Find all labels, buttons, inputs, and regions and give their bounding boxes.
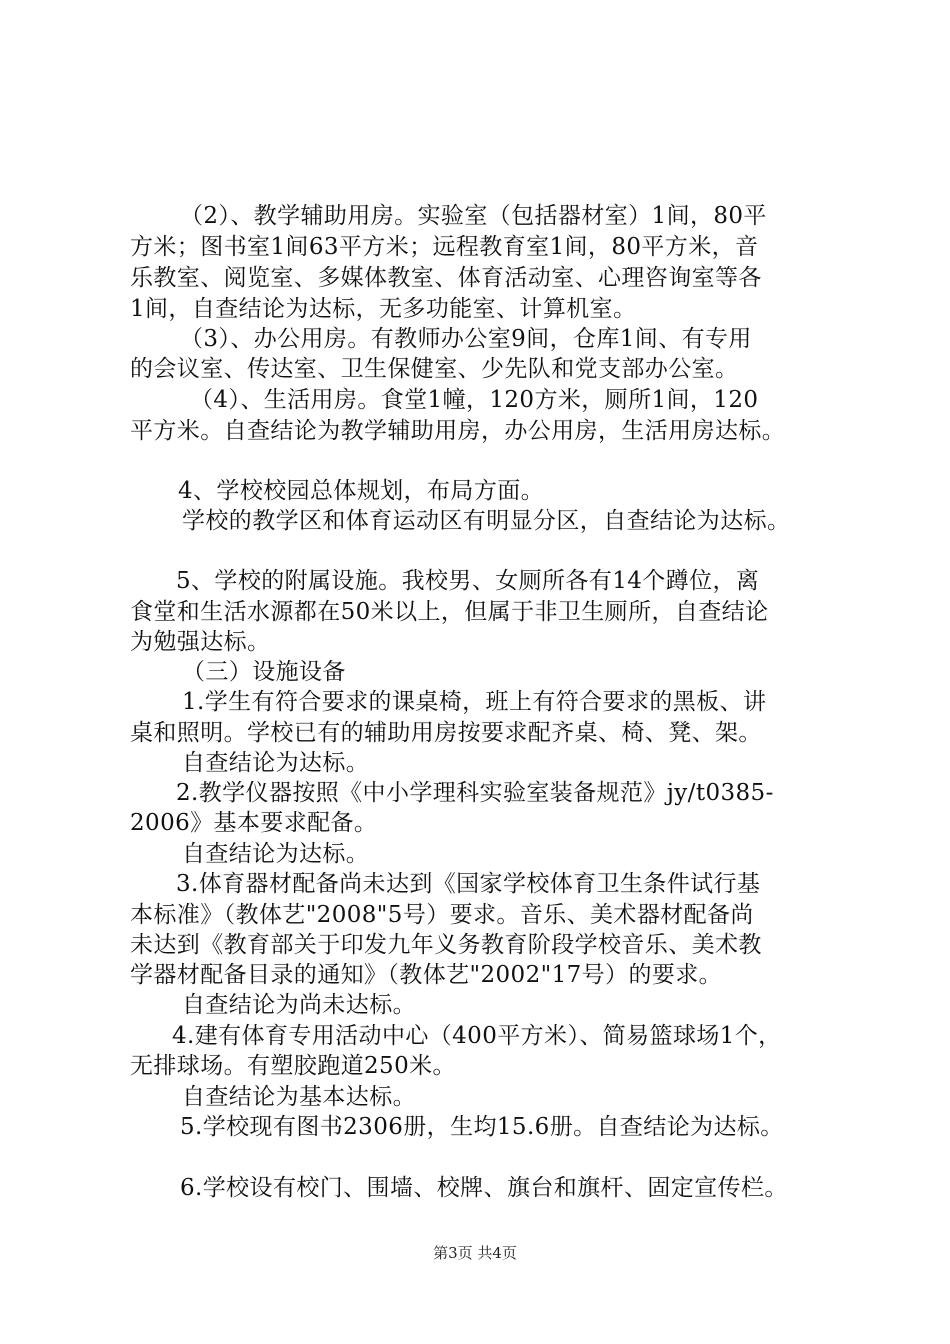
text-line: 2006》基本要求配备。 (130, 810, 378, 836)
text-line: （三）设施设备 (182, 659, 346, 685)
page-footer (0, 1242, 950, 1263)
text-line: （4）、生活用房。食堂1幢，120方米，厕所1间，120 (190, 387, 759, 413)
text-line: 3.体育器材配备尚未达到《国家学校体育卫生条件试行基 (176, 871, 761, 897)
text-line: 平方米。自查结论为教学辅助用房，办公用房，生活用房达标。 (130, 418, 786, 444)
text-line: 4.建有体育专用活动中心（400平方米）、简易篮球场1个， (172, 1023, 782, 1049)
text-line: 5.学校现有图书2306册，生均15.6册。自查结论为达标。 (180, 1114, 784, 1140)
text-line: 自查结论为基本达标。 (182, 1084, 416, 1110)
text-line: 为勉强达标。 (130, 629, 271, 655)
text-line: 的会议室、传达室、卫生保健室、少先队和党支部办公室。 (130, 356, 739, 382)
text-line: 方米；图书室1间63平方米；远程教育室1间，80平方米，音 (130, 234, 759, 260)
text-line: 学校的教学区和体育运动区有明显分区，自查结论为达标。 (182, 508, 791, 534)
text-line: 食堂和生活水源都在50米以上，但属于非卫生厕所，自查结论 (130, 599, 769, 625)
text-line: 2.教学仪器按照《中小学理科实验室装备规范》jy/t0385- (176, 780, 774, 806)
text-line: 自查结论为尚未达标。 (182, 992, 416, 1018)
text-line: 本标准》（教体艺"2008"5号）要求。音乐、美术器材配备尚 (130, 902, 754, 928)
text-line: （3）、办公用房。有教师办公室9间，仓库1间、有专用 (180, 326, 752, 352)
text-line: 乐教室、阅览室、多媒体教室、体育活动室、心理咨询室等各 (130, 265, 762, 291)
text-line: 无排球场。有塑胶跑道250米。 (130, 1053, 456, 1079)
text-line: （2）、教学辅助用房。实验室（包括器材室）1间，80平 (180, 203, 767, 229)
text-line: 4、学校校园总体规划，布局方面。 (178, 478, 545, 504)
text-line: 桌和照明。学校已有的辅助用房按要求配齐桌、椅、凳、架。 (130, 720, 762, 746)
text-line: 5、学校的附属设施。我校男、女厕所各有14个蹲位，离 (176, 568, 760, 594)
text-line: 自查结论为达标。 (182, 841, 370, 867)
page-number-label: 第3页 共4页 (433, 1244, 517, 1262)
text-line: 未达到《教育部关于印发九年义务教育阶段学校音乐、美术教 (130, 932, 762, 958)
text-line: 1.学生有符合要求的课桌椅，班上有符合要求的黑板、讲 (182, 689, 767, 715)
text-line: 学器材配备目录的通知》（教体艺"2002"17号）的要求。 (130, 962, 723, 988)
text-line: 6.学校设有校门、围墙、校牌、旗台和旗杆、固定宣传栏。 (180, 1175, 788, 1201)
text-line: 1间，自查结论为达标，无多功能室、计算机室。 (130, 296, 637, 322)
text-line: 自查结论为达标。 (182, 750, 370, 776)
